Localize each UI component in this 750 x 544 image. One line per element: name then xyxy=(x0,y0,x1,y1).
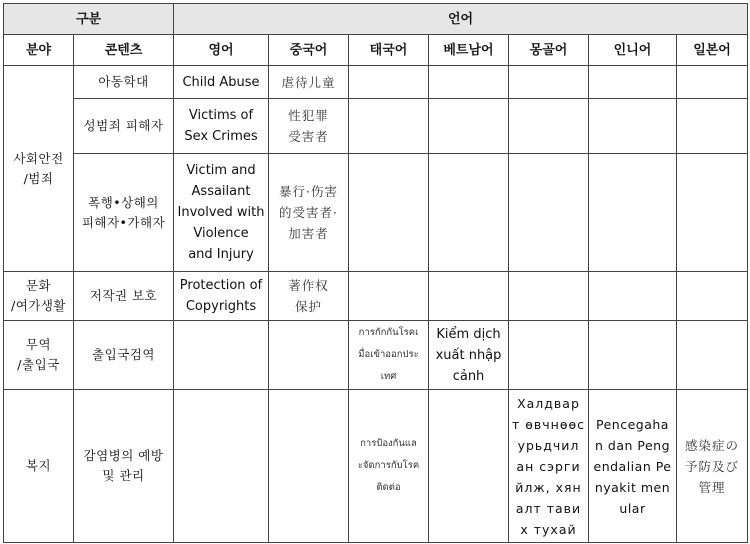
cell-japanese xyxy=(677,154,748,272)
content-cell: 성범죄 피해자 xyxy=(74,99,174,154)
cell-vietnamese xyxy=(429,390,509,543)
header-lang-thai: 태국어 xyxy=(349,35,429,66)
cell-chinese: 著作权 保护 xyxy=(269,272,349,321)
content-cell: 감염병의 예방 및 관리 xyxy=(74,390,174,543)
cell-mongolian xyxy=(509,321,589,390)
cell-chinese: 性犯罪 受害者 xyxy=(269,99,349,154)
cell-indonesian xyxy=(589,154,677,272)
cell-mongolian xyxy=(509,154,589,272)
cell-thai: การป้องกันแล ะจัดการกับโรค ติดต่อ xyxy=(349,390,429,543)
cell-vietnamese xyxy=(429,154,509,272)
cell-indonesian xyxy=(589,99,677,154)
cell-japanese xyxy=(677,99,748,154)
table-row xyxy=(4,154,748,272)
content-cell: 아동학대 xyxy=(74,66,174,99)
cell-indonesian xyxy=(589,66,677,99)
cell-english: Victims of Sex Crimes xyxy=(174,99,269,154)
header-category: 구분 xyxy=(4,4,174,35)
table-row xyxy=(4,390,748,543)
header-language: 언어 xyxy=(174,4,748,35)
header-lang-vietnamese: 베트남어 xyxy=(429,35,509,66)
content-cell: 저작권 보호 xyxy=(74,272,174,321)
cell-thai xyxy=(349,99,429,154)
cell-english: Victim and Assailant Involved with Violence and Injury xyxy=(174,154,269,272)
table-row xyxy=(4,321,748,390)
header-row-columns xyxy=(4,35,748,66)
cell-japanese xyxy=(677,272,748,321)
content-cell: 출입국검역 xyxy=(74,321,174,390)
cell-indonesian xyxy=(589,272,677,321)
cell-english xyxy=(174,390,269,543)
cell-japanese xyxy=(677,66,748,99)
field-cell: 문화 /여가생활 xyxy=(4,272,74,321)
cell-mongolian xyxy=(509,66,589,99)
cell-english: Child Abuse xyxy=(174,66,269,99)
cell-vietnamese xyxy=(429,99,509,154)
table-row xyxy=(4,272,748,321)
cell-thai xyxy=(349,66,429,99)
cell-vietnamese: Kiểm dịch xuất nhập cảnh xyxy=(429,321,509,390)
header-row-group xyxy=(4,4,748,35)
cell-vietnamese xyxy=(429,272,509,321)
cell-chinese xyxy=(269,321,349,390)
cell-mongolian xyxy=(509,99,589,154)
cell-chinese: 暴行·伤害 的受害者· 加害者 xyxy=(269,154,349,272)
table-row xyxy=(4,66,748,99)
cell-english xyxy=(174,321,269,390)
cell-chinese: 虐待儿童 xyxy=(269,66,349,99)
cell-thai xyxy=(349,272,429,321)
cell-mongolian xyxy=(509,272,589,321)
cell-mongolian: Халдвар т өвчнөөс урьдчил ан сэрги йлж, хян алт тави х тухай xyxy=(509,390,589,543)
field-cell: 무역 /출입국 xyxy=(4,321,74,390)
field-cell: 사회안전 /범죄 xyxy=(4,66,74,272)
header-lang-english: 영어 xyxy=(174,35,269,66)
header-lang-indonesian: 인니어 xyxy=(589,35,677,66)
cell-japanese: 感染症の 予防及び 管理 xyxy=(677,390,748,543)
header-content: 콘텐츠 xyxy=(74,35,174,66)
cell-thai: การกักกันโรคเ มื่อเข้าออกประ เทศ xyxy=(349,321,429,390)
cell-indonesian xyxy=(589,321,677,390)
header-lang-mongolian: 몽골어 xyxy=(509,35,589,66)
cell-english: Protection of Copyrights xyxy=(174,272,269,321)
field-cell: 복지 xyxy=(4,390,74,543)
cell-chinese xyxy=(269,390,349,543)
header-lang-chinese: 중국어 xyxy=(269,35,349,66)
header-field: 분야 xyxy=(4,35,74,66)
cell-japanese xyxy=(677,321,748,390)
language-content-table xyxy=(3,3,748,543)
cell-indonesian: Pencegaha n dan Peng endalian Pe nyakit men ular xyxy=(589,390,677,543)
cell-vietnamese xyxy=(429,66,509,99)
cell-thai xyxy=(349,154,429,272)
table-row xyxy=(4,99,748,154)
header-lang-japanese: 일본어 xyxy=(677,35,748,66)
content-cell: 폭행•상해의 피해자•가해자 xyxy=(74,154,174,272)
